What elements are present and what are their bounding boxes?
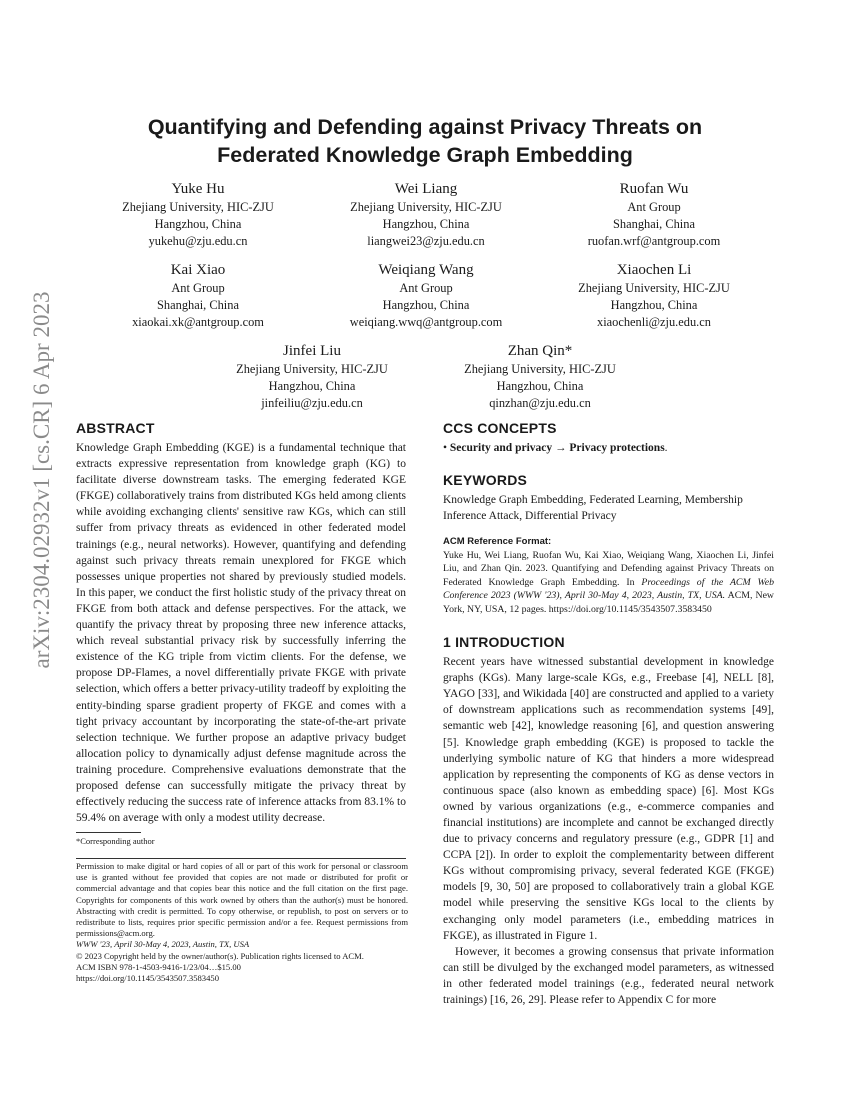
author-affiliation: Zhejiang University, HIC-ZJU [236,362,388,376]
acm-ref-heading: ACM Reference Format: [443,536,552,547]
author-email: xiaochenli@zju.edu.cn [597,315,711,329]
ccs-concept: Security and privacy [449,442,553,454]
author-email: liangwei23@zju.edu.cn [367,234,485,248]
permission-divider [76,858,406,859]
author-name: Weiqiang Wang [378,262,474,278]
author-location: Hangzhou, China [154,217,242,231]
author-email: xiaokai.xk@antgroup.com [132,315,264,329]
ccs-heading: CCS CONCEPTS [443,420,557,436]
copyright-info: © 2023 Copyright held by the owner/author(s). Publication rights licensed to ACM. [76,950,364,961]
author-location: Shanghai, China [157,298,239,312]
arxiv-id-text: arXiv:2304.02932v1 [cs.CR] 6 Apr 2023 [29,291,54,669]
permission-block [76,861,408,984]
author-affiliation: Ant Group [399,281,453,295]
author-email: weiqiang.wwq@antgroup.com [349,315,503,329]
author-block [415,342,665,412]
bullet-icon: • [443,442,448,454]
author-email: jinfeiliu@zju.edu.cn [261,396,363,410]
acm-reference [443,536,774,616]
conference-info: WWW '23, April 30-May 4, 2023, Austin, TX, USA [76,939,250,950]
ccs-subconcept: Privacy protections [569,442,665,454]
author-name: Zhan Qin* [507,343,573,359]
author-block [301,180,551,250]
author-block [187,342,437,412]
isbn-info: ACM ISBN 978-1-4503-9416-1/23/04…$15.00 [76,961,241,972]
author-name: Jinfei Liu [283,343,341,359]
introduction-paragraph: Recent years have witnessed substantial development in knowledge graphs (KGs). Many large-scale KGs, e.g., Freebase [4], NELL [8], YAGO [33], and Wikidada [40] are constructed and applied to a variety of downstream applications such as recommendation systems [49], semantic web [42], knowledge reasoning [6], and question answering [5]. Knowledge graph embedding (KGE) is proposed to tackle the underlying symbolic nature of KG that hinders a more widespread application by representing the components of KG as dense vectors in continuous space (also known as embedding space) [6]. Most KGs owned by various organizations (e.g., e-commerce companies and financial institutions) are incomplete and cannot be exchanged directly due to privacy concerns and regulatory pressure (e.g., GDPR [1] and CCPA [2]). In order to exploit the complementarity between different KGs without compromising privacy, several federated KGE (FKGE) models [9, 30, 50] are proposed to collaboratively train a global KGE model while preserving the sensitive KGs local to the clients by exchanging only model parameters (i.e., embedding matrices in FKGE), as illustrated in Figure 1. [443,656,774,942]
author-location: Hangzhou, China [268,379,356,393]
abstract-heading: ABSTRACT [76,420,155,436]
author-name: Xiaochen Li [616,262,692,278]
author-email: yukehu@zju.edu.cn [148,234,248,248]
permission-text: Permission to make digital or hard copies of all or part of this work for personal or classroom use is granted without fee provided that copies are not made or distributed for profit or commercial advantage and that copies bear this notice and the full citation on the first page. Copyrights for components of this work owned by others than the author(s) must be honored. Abstracting with credit is permitted. To copy otherwise, or republish, to post on servers or to redistribute to lists, requires prior specific permission and/or a fee. Request permissions from permissions@acm.org. [76,861,408,939]
arxiv-identifier [22,291,62,669]
author-location: Hangzhou, China [382,298,470,312]
author-block [73,180,323,250]
acm-ref-venue: Proceedings of the ACM Web Conference 2023 (WWW '23), April 30-May 4, 2023, Austin, TX, USA. [443,576,774,602]
acm-ref-publisher: ACM, New York, NY, USA, 12 pages. https://doi.org/10.1145/3543507.3583450 [443,590,774,615]
author-affiliation: Zhejiang University, HIC-ZJU [464,362,616,376]
author-location: Shanghai, China [613,217,695,231]
keywords-heading: KEYWORDS [443,472,528,488]
author-block [301,261,551,331]
author-name: Kai Xiao [170,262,226,278]
left-column [76,420,406,826]
author-email: ruofan.wrf@antgroup.com [587,234,721,248]
author-location: Hangzhou, China [610,298,698,312]
author-affiliation: Ant Group [171,281,225,295]
doi-link[interactable]: https://doi.org/10.1145/3543507.3583450 [76,973,219,984]
ccs-period: . [664,442,668,454]
author-name: Wei Liang [394,181,458,197]
acm-ref-authors: Yuke Hu, Wei Liang, Ruofan Wu, Kai Xiao, Weiqiang Wang, Xiaochen Li, Jinfei Liu, and Zhan Qin. 2023. Quantifying and Defending against Privacy Threats on Federated Knowledge Graph Embedding. In [443,550,774,588]
author-location: Hangzhou, China [496,379,584,393]
acm-ref-text [443,549,774,616]
author-affiliation: Ant Group [627,200,681,214]
introduction-heading: 1 INTRODUCTION [443,634,565,651]
abstract-text: Knowledge Graph Embedding (KGE) is a fundamental technique that extracts expressive representation from knowledge graph (KG) to facilitate diverse downstream tasks. The emerging federated KGE (FKGE) collaboratively trains from distributed KGs held among clients while avoiding exchanging clients' sensitive raw KGs, which can still suffer from privacy threats as evidenced in other federated model trainings (e.g., neural networks). However, quantifying and defending against such privacy threats remain unexplored for FKGE which possesses unique properties not shared by previously studied models. In this paper, we conduct the first holistic study of the privacy threat on FKGE from both attack and defense perspectives. For the attack, we quantify the privacy threat by proposing three new inference attacks, which reveal substantial privacy risk by successfully inferring the existence of the KG triple from victim clients. For the defense, we propose DP-Flames, a novel differentially private FKGE with private selection, which offers a better privacy-utility tradeoff by exploiting the entity-binding sparse gradient property of FKGE and comes with a tight privacy accountant by incorporating the state-of-the-art private selection technique. We further propose an adaptive privacy budget allocation policy to dynamically adjust defense magnitude across the training procedure. Comprehensive evaluations demonstrate that the proposed defense can successfully mitigate the privacy threat by effectively reducing the success rate of inference attacks from 83.1% to 59.4% on average with only a modest utility decrease. [76,442,406,825]
author-block [73,261,323,331]
author-location: Hangzhou, China [382,217,470,231]
arrow-icon: → [555,442,567,454]
author-email: qinzhan@zju.edu.cn [489,396,591,410]
title-line-1: Quantifying and Defending against Privacy Threats on [147,115,703,139]
ccs-concepts [443,440,774,456]
author-name: Yuke Hu [171,181,225,197]
author-block [529,261,779,331]
author-name: Ruofan Wu [619,181,689,197]
footnote-divider [76,832,141,833]
author-affiliation: Zhejiang University, HIC-ZJU [350,200,502,214]
keywords-text: Knowledge Graph Embedding, Federated Learning, Membership Inference Attack, Differential Privacy [443,494,743,522]
author-affiliation: Zhejiang University, HIC-ZJU [122,200,274,214]
title-line-2: Federated Knowledge Graph Embedding [217,143,633,167]
paper-title [76,113,774,169]
corresponding-author-note: *Corresponding author [76,836,155,846]
introduction-paragraph: However, it becomes a growing consensus that private information can still be divulged by the exchanged model parameters, as witnessed in other federated model trainings (e.g., federated neural network trainings) [16, 26, 29]. Please refer to Appendix C for more [443,945,774,1006]
author-affiliation: Zhejiang University, HIC-ZJU [578,281,730,295]
right-column [443,420,774,1008]
author-block [529,180,779,250]
